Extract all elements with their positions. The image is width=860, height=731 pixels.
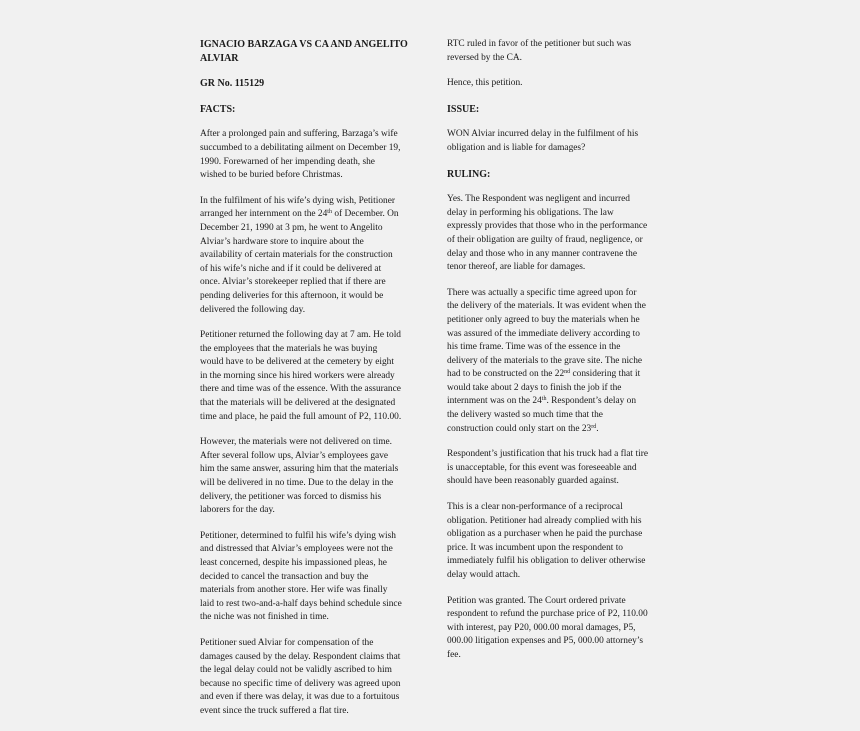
text-segment: This is a clear non-performance of a reciprocal <box>447 502 623 513</box>
text-line <box>447 193 665 207</box>
text-segment: him the same answer, assuring him that the materials <box>200 464 399 475</box>
text-segment: GR No. 115129 <box>200 78 265 90</box>
paragraph <box>447 287 665 437</box>
text-line <box>447 528 665 542</box>
section-heading <box>447 168 665 182</box>
text-segment: once. Alviar’s storekeeper replied that if there are <box>200 277 386 288</box>
paragraph <box>200 637 418 719</box>
text-line <box>447 423 665 437</box>
text-line <box>447 501 665 515</box>
text-segment: the delivery of the materials. It was evident when the <box>447 301 646 312</box>
text-line <box>200 142 418 156</box>
paragraph <box>447 193 665 275</box>
text-segment: immediately fulfil his obligation to deliver otherwise <box>447 556 646 567</box>
text-line <box>200 77 418 91</box>
ordinal-superscript: rd <box>591 423 597 430</box>
text-line <box>200 450 418 464</box>
text-line <box>447 142 665 156</box>
text-line <box>200 584 418 598</box>
text-line <box>200 691 418 705</box>
text-line <box>200 543 418 557</box>
text-segment: 1990. Forewarned of her impending death, she <box>200 156 375 167</box>
text-line <box>447 77 665 91</box>
text-segment: respondent to refund the purchase price of P2, 110.00 <box>447 609 648 620</box>
text-segment: the delivery wasted so much time that the <box>447 410 603 421</box>
text-segment: internment was on the 24 <box>447 396 542 407</box>
text-line <box>447 409 665 423</box>
text-line <box>200 156 418 170</box>
text-segment: Petition was granted. The Court ordered private <box>447 595 626 606</box>
text-segment: construction could only start on the 23 <box>447 423 592 434</box>
text-segment: Hence, this petition. <box>447 78 523 89</box>
text-segment: . <box>596 423 599 434</box>
text-line <box>447 595 665 609</box>
text-line <box>447 569 665 583</box>
text-line <box>200 530 418 544</box>
text-line <box>447 128 665 142</box>
text-line <box>447 220 665 234</box>
text-segment: laborers for the day. <box>200 505 275 516</box>
text-segment: decided to cancel the transaction and buy the <box>200 571 369 582</box>
text-segment: event since the truck suffered a flat tire. <box>200 705 349 716</box>
text-line <box>447 395 665 409</box>
text-segment: However, the materials were not delivered on time. <box>200 437 392 448</box>
text-segment: in the morning since his hired workers were already <box>200 370 395 381</box>
paragraph <box>200 128 418 182</box>
text-segment: his time frame. Time was of the essence in the <box>447 342 621 353</box>
text-line <box>447 234 665 248</box>
text-segment: arranged her internment on the 24 <box>200 209 328 220</box>
text-segment: laid to rest two-and-a-half days behind schedule since <box>200 598 402 609</box>
text-segment: the employees that the materials he was buying <box>200 343 378 354</box>
text-line <box>200 249 418 263</box>
text-segment: materials from another store. Her wife was finally <box>200 585 388 596</box>
text-line <box>200 169 418 183</box>
text-line <box>200 370 418 384</box>
text-line <box>447 52 665 66</box>
text-line <box>447 368 665 382</box>
ordinal-superscript: nd <box>564 369 571 376</box>
section-heading <box>200 38 418 65</box>
text-line <box>200 678 418 692</box>
text-line <box>200 557 418 571</box>
text-segment: . Respondent’s delay on <box>546 396 637 407</box>
text-segment: is unacceptable, for this event was foreseeable and <box>447 462 637 473</box>
ordinal-superscript: th <box>541 396 547 403</box>
text-line <box>447 341 665 355</box>
text-line <box>200 276 418 290</box>
text-line <box>200 463 418 477</box>
text-line <box>447 382 665 396</box>
text-segment: FACTS: <box>200 103 236 115</box>
text-line <box>200 52 418 66</box>
text-segment: delay and those who in any manner contravene the <box>447 248 638 259</box>
right-column <box>447 38 665 675</box>
text-line <box>200 343 418 357</box>
text-line <box>447 314 665 328</box>
text-segment: ISSUE: <box>447 103 480 115</box>
paragraph <box>447 595 665 663</box>
text-line <box>200 208 418 222</box>
text-segment: fee. <box>447 649 461 660</box>
text-segment: there and time was of the essence. With the assurance <box>200 384 401 395</box>
text-segment: that the materials will be delivered at the designated <box>200 398 396 409</box>
text-line <box>200 571 418 585</box>
paragraph <box>200 195 418 317</box>
text-segment: obligation. Petitioner had already complied with his <box>447 515 642 526</box>
text-segment: damages caused by the delay. Respondent claims that <box>200 651 401 662</box>
text-segment: delay would attach. <box>447 570 521 580</box>
text-segment: petitioner only agreed to buy the materials when he <box>447 314 640 325</box>
paragraph <box>447 501 665 583</box>
text-line <box>200 651 418 665</box>
text-line <box>447 608 665 622</box>
text-segment: December 21, 1990 at 3 pm, he went to Angelito <box>200 222 383 233</box>
text-line <box>200 436 418 450</box>
paragraph <box>200 436 418 518</box>
text-line <box>447 328 665 342</box>
text-line <box>200 477 418 491</box>
text-segment: Petitioner sued Alviar for compensation of the <box>200 637 374 648</box>
text-line <box>200 411 418 425</box>
text-line <box>200 383 418 397</box>
text-line <box>447 475 665 489</box>
left-column <box>200 38 418 731</box>
text-line <box>447 355 665 369</box>
text-line <box>447 649 665 663</box>
text-segment: delivered the following day. <box>200 304 306 315</box>
text-segment: Yes. The Respondent was negligent and incurred <box>447 194 630 205</box>
text-segment: WON Alviar incurred delay in the fulfilment of his <box>447 129 639 140</box>
text-segment: Alviar’s hardware store to inquire about the <box>200 236 364 247</box>
text-segment: obligation as a purchaser when he paid the purchase <box>447 529 643 540</box>
text-line <box>200 598 418 612</box>
text-line <box>447 635 665 649</box>
text-line <box>200 38 418 52</box>
text-segment: Respondent’s justification that his truck had a flat tire <box>447 449 648 460</box>
text-segment: and even if there was delay, it was due to a fortuitous <box>200 692 400 703</box>
text-segment: least concerned, despite his impassioned pleas, he <box>200 558 387 568</box>
text-line <box>447 448 665 462</box>
text-line <box>200 664 418 678</box>
text-line <box>447 287 665 301</box>
text-line <box>200 195 418 209</box>
text-line <box>200 236 418 250</box>
paragraph <box>447 38 665 65</box>
text-segment: 000.00 litigation expenses and P5, 000.00 attorney’s <box>447 636 644 647</box>
text-segment: succumbed to a debilitating ailment on December 19, <box>200 142 401 153</box>
text-segment: After a prolonged pain and suffering, Barzaga’s wife <box>200 129 398 140</box>
text-line <box>200 491 418 505</box>
text-segment: delivery, the petitioner was forced to dismiss his <box>200 491 382 502</box>
text-segment: of December. On <box>331 209 399 220</box>
text-segment: would have to be delivered at the cemetery by eight <box>200 357 394 368</box>
text-segment: ALVIAR <box>200 52 239 64</box>
text-line <box>200 504 418 518</box>
section-heading <box>447 103 665 117</box>
text-segment: RTC ruled in favor of the petitioner but such was <box>447 39 632 49</box>
text-segment: expressly provides that those who in the performance <box>447 221 648 232</box>
text-segment: the niche was not finished in time. <box>200 612 329 623</box>
text-segment: There was actually a specific time agreed upon for <box>447 287 637 298</box>
text-line <box>200 304 418 318</box>
paragraph <box>200 530 418 625</box>
text-line <box>447 168 665 182</box>
text-line <box>200 103 418 117</box>
text-line <box>447 555 665 569</box>
text-segment: Petitioner, determined to fulfil his wife’s dying wish <box>200 530 396 541</box>
paragraph <box>447 448 665 489</box>
text-line <box>200 611 418 625</box>
section-heading <box>200 103 418 117</box>
text-segment: obligation and is liable for damages? <box>447 142 586 153</box>
text-segment: and distressed that Alviar’s employees were not the <box>200 544 393 555</box>
text-segment: should have been reasonably guarded against. <box>447 476 619 487</box>
text-line <box>447 261 665 275</box>
text-segment: was assured of the immediate delivery according to <box>447 328 640 339</box>
text-segment: reversed by the CA. <box>447 52 522 63</box>
text-segment: because no specific time of delivery was agreed upon <box>200 678 401 689</box>
text-segment: had to be constructed on the 22 <box>447 369 565 380</box>
text-line <box>447 38 665 52</box>
text-segment: After several follow ups, Alviar’s employees gave <box>200 450 389 461</box>
text-line <box>447 300 665 314</box>
text-line <box>200 222 418 236</box>
text-segment: delivery of the materials to the grave site. The niche <box>447 355 643 366</box>
text-line <box>447 542 665 556</box>
text-segment: considering that it <box>570 369 641 380</box>
text-segment: delay in performing his obligations. The law <box>447 207 614 218</box>
text-line <box>447 248 665 262</box>
text-line <box>447 103 665 117</box>
text-segment: with interest, pay P20, 000.00 moral damages, P5, <box>447 622 636 633</box>
text-segment: IGNACIO BARZAGA VS CA AND ANGELITO <box>200 39 408 50</box>
text-line <box>447 622 665 636</box>
text-segment: RULING: <box>447 168 491 180</box>
text-segment: pending deliveries for this afternoon, it would be <box>200 290 384 301</box>
text-segment: tenor thereof, are liable for damages. <box>447 262 586 273</box>
text-segment: of his wife’s niche and if it could be delivered at <box>200 263 382 274</box>
paragraph <box>447 128 665 155</box>
text-segment: of their obligation are guilty of fraud, negligence, or <box>447 234 643 245</box>
text-line <box>200 397 418 411</box>
text-segment: availability of certain materials for the construction <box>200 250 393 261</box>
ordinal-superscript: th <box>327 209 332 216</box>
text-segment: would take about 2 days to finish the job if the <box>447 382 622 393</box>
text-line <box>200 128 418 142</box>
paragraph <box>447 77 665 91</box>
text-line <box>447 207 665 221</box>
text-line <box>200 290 418 304</box>
text-segment: the legal delay could not be validly ascribed to him <box>200 665 392 676</box>
text-segment: will be delivered in no time. Due to the delay in the <box>200 478 394 489</box>
text-line <box>447 462 665 476</box>
paragraph <box>200 329 418 424</box>
section-heading <box>200 77 418 91</box>
text-segment: In the fulfilment of his wife’s dying wish, Petitioner <box>200 195 396 206</box>
text-segment: Petitioner returned the following day at 7 am. He told <box>200 330 401 341</box>
text-line <box>200 329 418 343</box>
text-line <box>200 356 418 370</box>
text-segment: wished to be buried before Christmas. <box>200 170 343 181</box>
text-line <box>447 515 665 529</box>
text-segment: price. It was incumbent upon the respondent to <box>447 542 623 553</box>
text-line <box>200 263 418 277</box>
text-segment: time and place, he paid the full amount of P2, 110.00. <box>200 411 402 422</box>
text-line <box>200 637 418 651</box>
